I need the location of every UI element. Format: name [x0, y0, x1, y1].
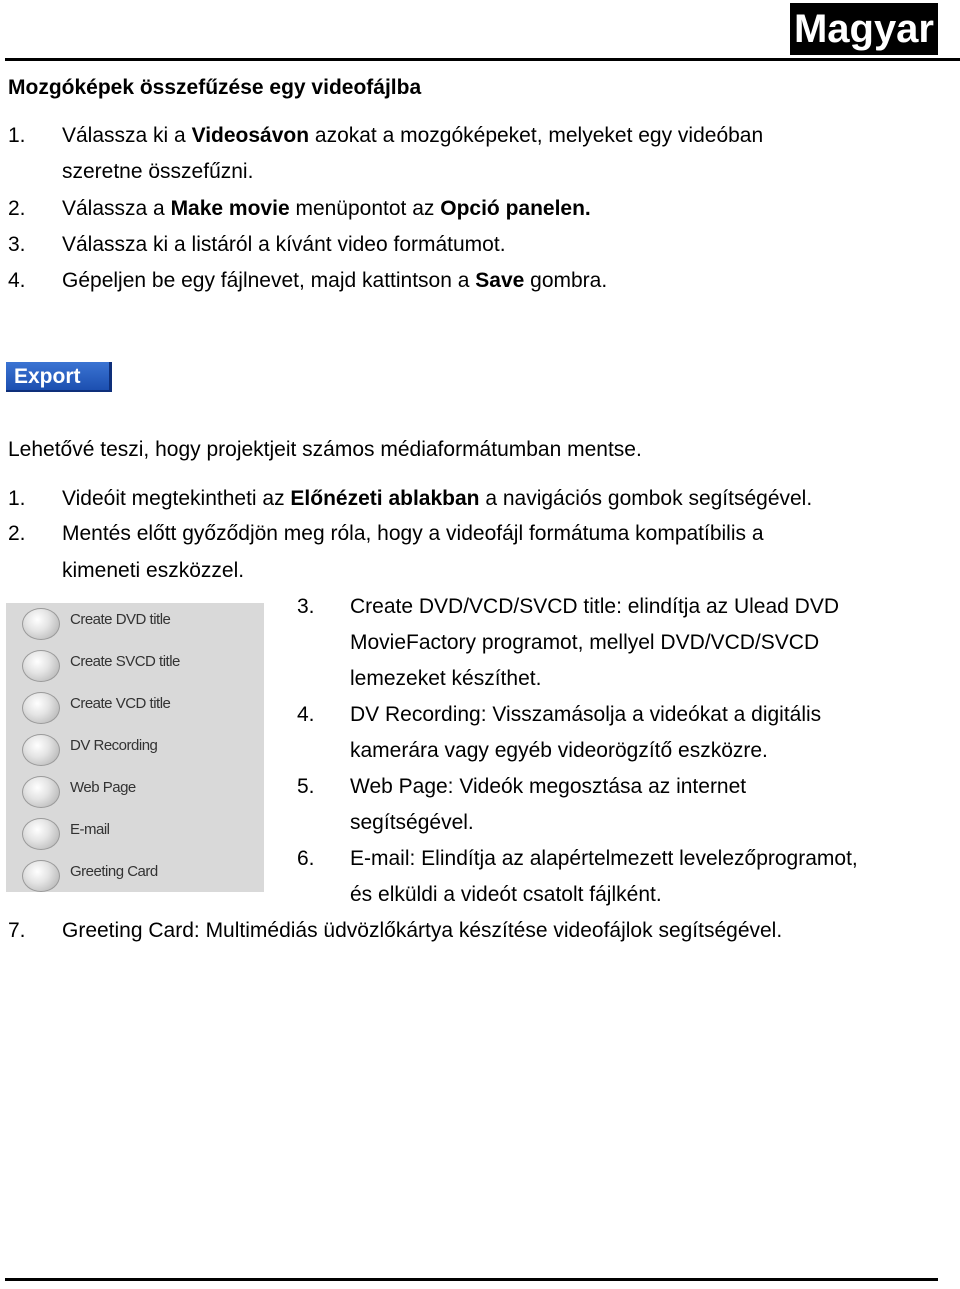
export-intro: Lehetővé teszi, hogy projektjeit számos médiaformátumban mentse. [8, 438, 642, 461]
language-badge: Magyar [790, 3, 938, 55]
export-button[interactable]: Export [6, 362, 112, 392]
round-button-icon [22, 608, 60, 640]
greeting-card-button[interactable]: Greeting Card [6, 855, 264, 895]
email-button[interactable]: E-mail [6, 813, 264, 853]
export-options-panel [6, 603, 264, 892]
round-button-icon [22, 818, 60, 850]
round-button-icon [22, 860, 60, 892]
round-button-icon [22, 692, 60, 724]
dv-recording-button[interactable]: DV Recording [6, 729, 264, 769]
round-button-icon [22, 650, 60, 682]
footer-rule [5, 1278, 938, 1281]
round-button-icon [22, 734, 60, 766]
web-page-button[interactable]: Web Page [6, 771, 264, 811]
round-button-icon [22, 776, 60, 808]
create-dvd-title-button[interactable]: Create DVD title [6, 603, 264, 643]
section-title: Mozgóképek összefűzése egy videofájlba [8, 76, 422, 99]
create-vcd-title-button[interactable]: Create VCD title [6, 687, 264, 727]
header-rule [5, 58, 960, 61]
create-svcd-title-button[interactable]: Create SVCD title [6, 645, 264, 685]
